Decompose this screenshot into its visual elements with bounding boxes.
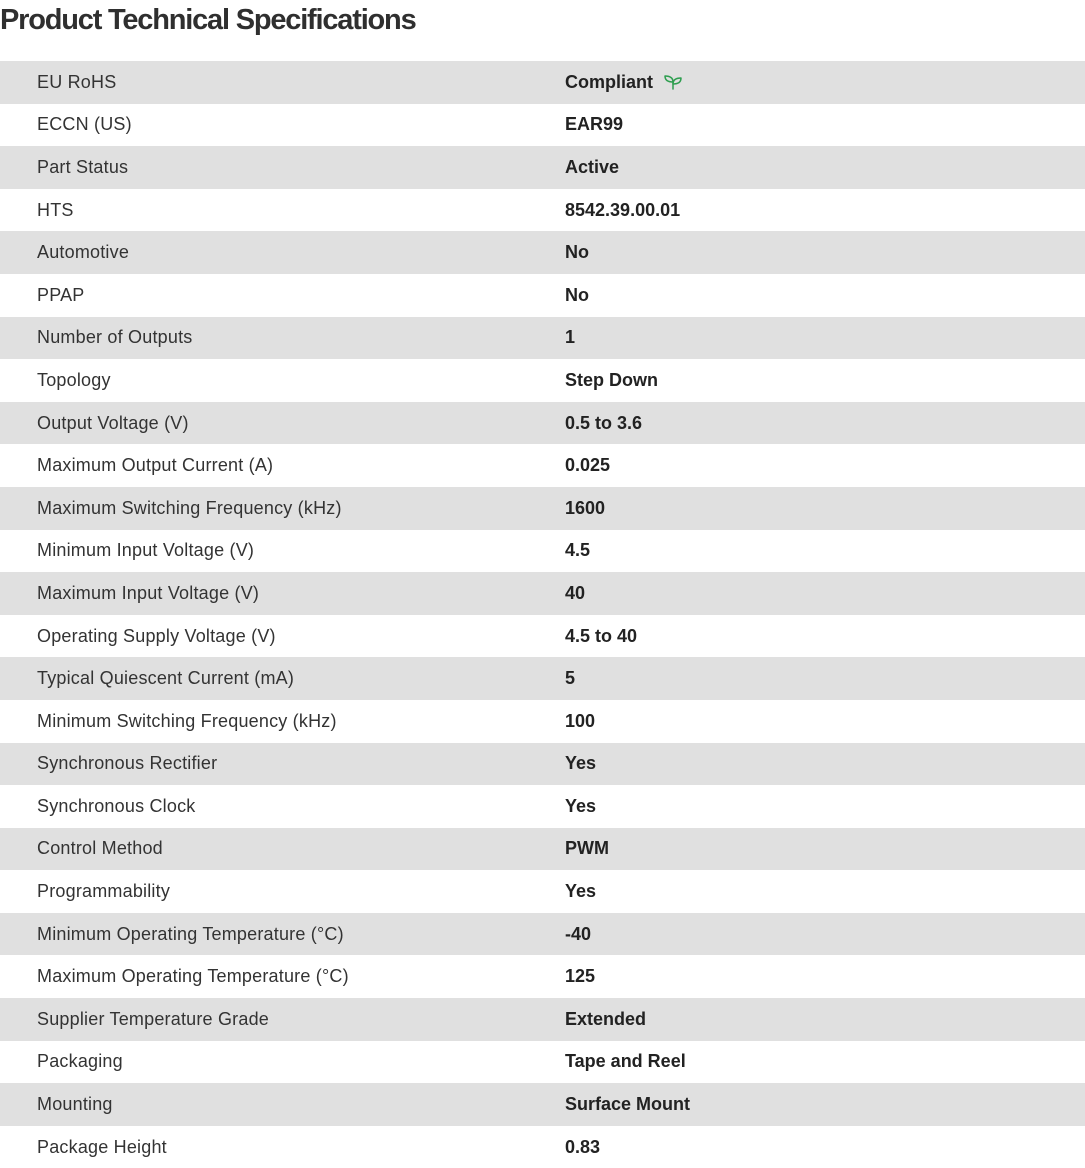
spec-label: Maximum Input Voltage (V) — [37, 582, 260, 603]
spec-row — [0, 189, 1085, 232]
spec-row — [0, 146, 1085, 189]
spec-row — [0, 785, 1085, 828]
spec-row — [0, 870, 1085, 913]
spec-value-cell — [565, 572, 1085, 615]
spec-value-cell — [565, 870, 1085, 913]
spec-value: Compliant — [565, 71, 653, 92]
spec-label: Synchronous Rectifier — [37, 753, 218, 774]
spec-row — [0, 615, 1085, 658]
spec-value-cell — [565, 1041, 1085, 1084]
spec-label: PPAP — [37, 284, 85, 305]
spec-row — [0, 231, 1085, 274]
spec-value: 5 — [565, 668, 576, 689]
spec-label: Maximum Output Current (A) — [37, 455, 274, 476]
spec-label: Topology — [37, 369, 111, 390]
spec-row — [0, 274, 1085, 317]
spec-value: Yes — [565, 881, 597, 902]
spec-value: Surface Mount — [565, 1094, 691, 1115]
spec-value: Tape and Reel — [565, 1051, 686, 1072]
spec-value-cell — [565, 828, 1085, 871]
spec-row — [0, 700, 1085, 743]
spec-value-cell — [565, 104, 1085, 147]
spec-label: Number of Outputs — [37, 327, 193, 348]
spec-value-cell — [565, 657, 1085, 700]
spec-value: 125 — [565, 966, 596, 987]
spec-label: ECCN (US) — [37, 114, 132, 135]
spec-row — [0, 955, 1085, 998]
spec-value: 4.5 to 40 — [565, 625, 638, 646]
spec-value: 1600 — [565, 497, 606, 518]
spec-row — [0, 402, 1085, 445]
spec-value-cell — [565, 1083, 1085, 1126]
spec-value-cell — [565, 998, 1085, 1041]
spec-row — [0, 359, 1085, 402]
spec-value-cell — [565, 317, 1085, 360]
spec-label: Operating Supply Voltage (V) — [37, 625, 276, 646]
spec-row — [0, 913, 1085, 956]
spec-value-cell — [565, 743, 1085, 786]
spec-value: PWM — [565, 838, 609, 859]
spec-label: Maximum Operating Temperature (°C) — [37, 966, 349, 987]
spec-value-cell — [565, 231, 1085, 274]
spec-value-cell — [565, 61, 1085, 104]
spec-label: Package Height — [37, 1136, 167, 1157]
spec-row — [0, 317, 1085, 360]
spec-value: 8542.39.00.01 — [565, 199, 681, 220]
spec-value: Active — [565, 156, 620, 177]
spec-label: Minimum Operating Temperature (°C) — [37, 923, 344, 944]
spec-value: 4.5 — [565, 540, 591, 561]
spec-label: Typical Quiescent Current (mA) — [37, 668, 295, 689]
spec-value-cell — [565, 530, 1085, 573]
spec-value: No — [565, 242, 589, 263]
leaf-icon — [663, 73, 683, 91]
spec-value-cell — [565, 402, 1085, 445]
spec-row — [0, 1041, 1085, 1084]
spec-label: Programmability — [37, 881, 171, 902]
spec-row — [0, 1083, 1085, 1126]
spec-value: Yes — [565, 753, 597, 774]
spec-table-body — [0, 61, 1085, 1168]
spec-label: Part Status — [37, 156, 129, 177]
spec-row — [0, 743, 1085, 786]
spec-row — [0, 657, 1085, 700]
spec-label: Automotive — [37, 242, 130, 263]
spec-row — [0, 572, 1085, 615]
spec-row — [0, 828, 1085, 871]
spec-label: Synchronous Clock — [37, 795, 196, 816]
spec-value: -40 — [565, 923, 592, 944]
spec-value: 0.5 to 3.6 — [565, 412, 643, 433]
spec-value-cell — [565, 444, 1085, 487]
spec-value: 40 — [565, 582, 586, 603]
spec-value-cell — [565, 359, 1085, 402]
spec-row — [0, 444, 1085, 487]
spec-row — [0, 998, 1085, 1041]
spec-row — [0, 487, 1085, 530]
spec-label: Minimum Switching Frequency (kHz) — [37, 710, 337, 731]
spec-label: Minimum Input Voltage (V) — [37, 540, 255, 561]
spec-table — [0, 61, 1085, 1168]
spec-value: No — [565, 284, 589, 305]
spec-value: 100 — [565, 710, 596, 731]
spec-value-cell — [565, 487, 1085, 530]
spec-value: EAR99 — [565, 114, 624, 135]
spec-value-cell — [565, 615, 1085, 658]
spec-label: Maximum Switching Frequency (kHz) — [37, 497, 342, 518]
spec-label: Packaging — [37, 1051, 123, 1072]
spec-value-cell — [565, 189, 1085, 232]
spec-value-cell — [565, 785, 1085, 828]
page-title: Product Technical Specifications — [0, 4, 416, 36]
spec-value-cell — [565, 700, 1085, 743]
spec-row — [0, 61, 1085, 104]
spec-value: Yes — [565, 795, 597, 816]
spec-value: Extended — [565, 1008, 647, 1029]
spec-value-cell — [565, 274, 1085, 317]
spec-label: HTS — [37, 199, 74, 220]
spec-label: EU RoHS — [37, 71, 117, 92]
spec-label: Output Voltage (V) — [37, 412, 189, 433]
spec-value: Step Down — [565, 369, 658, 390]
spec-row — [0, 104, 1085, 147]
spec-value-cell — [565, 146, 1085, 189]
spec-label: Supplier Temperature Grade — [37, 1008, 269, 1029]
spec-value: 1 — [565, 327, 576, 348]
spec-value-cell — [565, 955, 1085, 998]
spec-value: 0.025 — [565, 455, 611, 476]
spec-row — [0, 530, 1085, 573]
spec-value-cell — [565, 913, 1085, 956]
spec-label: Mounting — [37, 1094, 113, 1115]
spec-label: Control Method — [37, 838, 163, 859]
spec-value: 0.83 — [565, 1136, 601, 1157]
